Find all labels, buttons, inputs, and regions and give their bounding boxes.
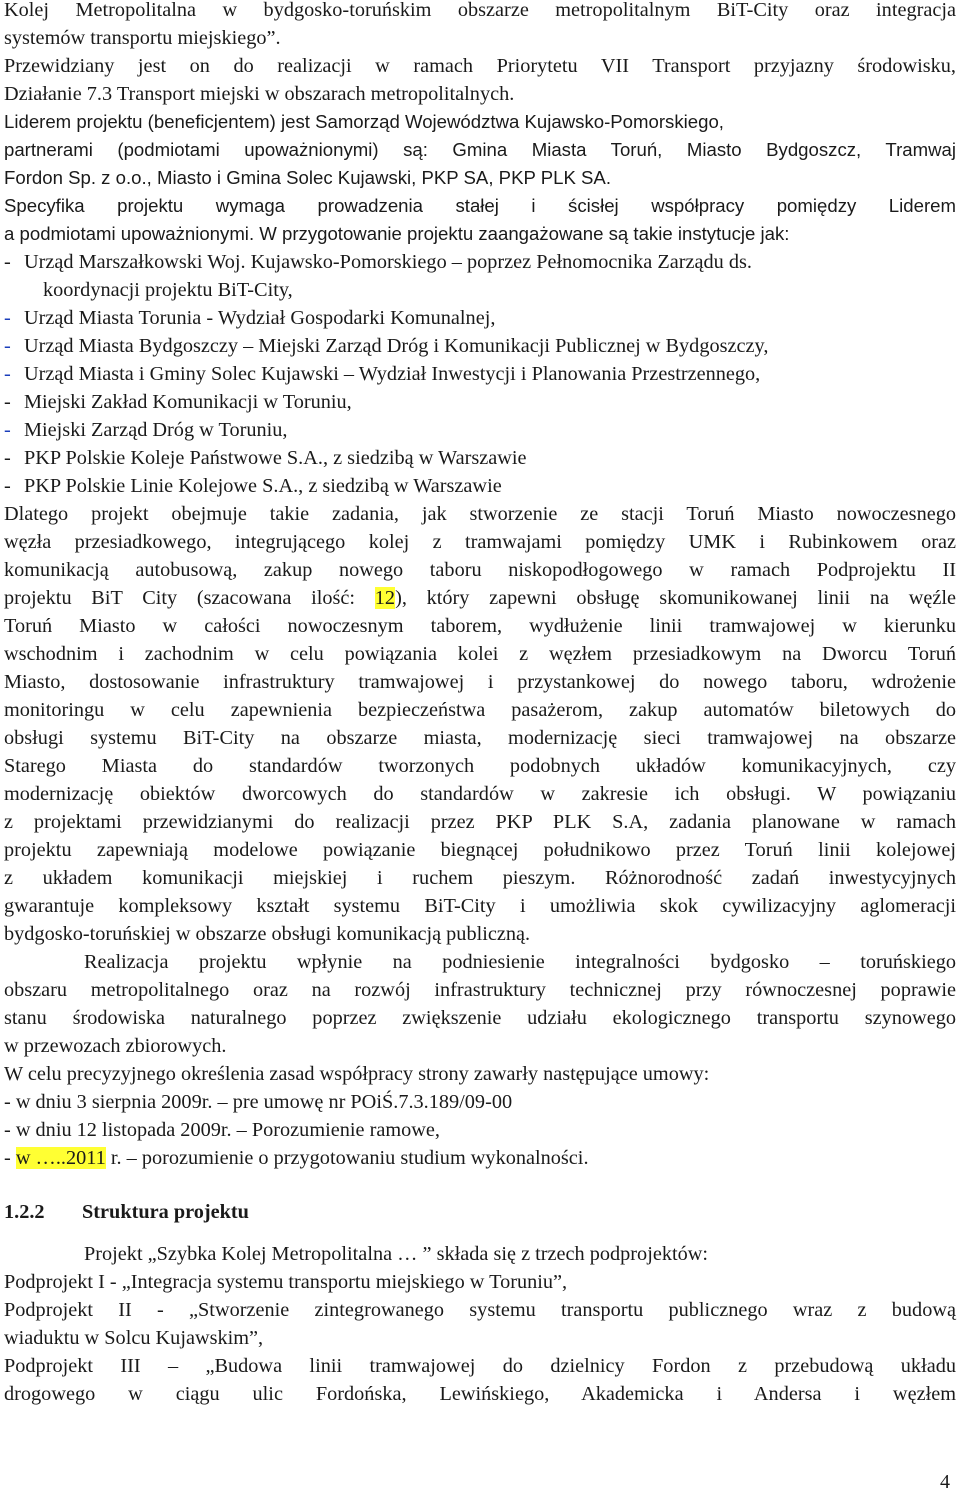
text-line: W celu precyzyjnego określenia zasad współpracy strony zawarły następujące umowy: — [4, 1063, 710, 1085]
text-line: koordynacji projektu BiT-City, — [43, 279, 293, 301]
text-line: Podprojekt I - „Integracja systemu transportu miejskiego w Toruniu”, — [4, 1271, 568, 1293]
list-item — [4, 304, 956, 332]
text-line: obsługi systemu BiT-City na obszarze miasta, modernizację sieci tramwajowej na obszarze — [4, 727, 956, 749]
text-line: Działanie 7.3 Transport miejski w obszarach metropolitalnych. — [4, 83, 515, 105]
text-line: Liderem projektu (beneficjentem) jest Samorząd Województwa Kujawsko-Pomorskiego, — [4, 111, 724, 132]
list-item-text: PKP Polskie Koleje Państwowe S.A., z siedzibą w Warszawie — [24, 447, 527, 469]
list-dash: - — [4, 391, 11, 413]
list-dash: - — [4, 475, 11, 497]
text-line: gwarantuje kompleksowy kształt systemu BiT-City i umożliwia skok cywilizacyjny aglomeracji — [4, 895, 956, 917]
text-line: Toruń Miasto w całości nowoczesnym taborem, wydłużenie linii tramwajowej w kierunku — [4, 615, 956, 637]
text-segment: ), który zapewni obsługę skomunikowanej linii na węźle — [395, 587, 956, 609]
list-item — [4, 248, 956, 276]
text-line: komunikacją autobusową, zakup nowego taboru niskopodłogowego w ramach Podprojektu II — [4, 559, 956, 581]
text-line: modernizację obiektów dworcowych do standardów w zakresie ich obsługi. W powiązaniu — [4, 783, 956, 805]
list-item — [4, 416, 956, 444]
list-dash: - — [4, 363, 11, 385]
list-dash: - — [4, 419, 11, 441]
text-line: wschodnim i zachodnim w celu powiązania kolei z węzłem przesiadkowym na Dworcu Toruń — [4, 643, 956, 665]
list-item-text: Urząd Marszałkowski Woj. Kujawsko-Pomorskiego – poprzez Pełnomocnika Zarządu ds. — [24, 251, 752, 273]
text-line: w przewozach zbiorowych. — [4, 1035, 227, 1057]
text-line: Dlatego projekt obejmuje takie zadania, jak stworzenie ze stacji Toruń Miasto nowoczesnego — [4, 503, 956, 525]
list-dash: - — [4, 251, 11, 273]
text-line: Podprojekt III – „Budowa linii tramwajowej do dzielnicy Fordon z przebudową układu — [4, 1355, 956, 1377]
text-line: projektu zapewniają modelowe powiązanie biegnącej południkowo przez Toruń linii kolejowej — [4, 839, 956, 861]
text-segment: projektu BiT City (szacowana ilość: — [4, 587, 375, 609]
text-line: Fordon Sp. z o.o., Miasto i Gmina Solec Kujawski, PKP SA, PKP PLK SA. — [4, 167, 611, 188]
list-item-text: Urząd Miasta i Gminy Solec Kujawski – Wydział Inwestycji i Planowania Przestrzennego, — [24, 363, 761, 385]
text-line — [4, 584, 956, 612]
text-line: Starego Miasta do standardów tworzonych podobnych układów komunikacyjnych, czy — [4, 755, 956, 777]
list-item-text: PKP Polskie Linie Kolejowe S.A., z siedzibą w Warszawie — [24, 475, 502, 497]
text-line: z projektami przewidzianymi do realizacji przez PKP PLK S.A, zadania planowane w ramach — [4, 811, 956, 833]
text-line: Przewidziany jest on do realizacji w ramach Priorytetu VII Transport przyjazny środowisku, — [4, 55, 956, 77]
highlighted-value: 12 — [374, 587, 396, 609]
list-item — [4, 332, 956, 360]
text-line: Realizacja projektu wpłynie na podniesienie integralności bydgosko – toruńskiego — [84, 951, 956, 973]
text-line: stanu środowiska naturalnego poprzez zwiększenie udziału ekologicznego transportu szynowego — [4, 1007, 956, 1029]
list-item-text: Miejski Zarząd Dróg w Toruniu, — [24, 419, 288, 441]
list-item — [4, 360, 956, 388]
list-item — [4, 388, 956, 416]
text-line: - w dniu 12 listopada 2009r. – Porozumienie ramowe, — [4, 1119, 440, 1141]
text-line: Specyfika projektu wymaga prowadzenia stałej i ścisłej współpracy pomiędzy Liderem — [4, 195, 956, 216]
text-line: Podprojekt II - „Stworzenie zintegrowanego systemu transportu publicznego wraz z budową — [4, 1299, 956, 1321]
text-segment: r. – porozumienie o przygotowaniu studium wykonalności. — [105, 1147, 589, 1169]
list-item-text: Miejski Zakład Komunikacji w Toruniu, — [24, 391, 352, 413]
text-line: - w dniu 3 sierpnia 2009r. – pre umowę nr POiŚ.7.3.189/09-00 — [4, 1091, 513, 1113]
text-line: partnerami (podmiotami upoważnionymi) są: Gmina Miasta Toruń, Miasto Bydgoszcz, Tramwaj — [4, 139, 956, 160]
text-line: Miasto, dostosowanie infrastruktury tramwajowej i przystankowej do nowego taboru, wdrożenie — [4, 671, 956, 693]
text-line: drogowego w ciągu ulic Fordońska, Lewińskiego, Akademicka i Andersa i węzłem — [4, 1383, 956, 1405]
text-line: obszaru metropolitalnego oraz na rozwój infrastruktury technicznej przy równoczesnej poprawie — [4, 979, 956, 1001]
page-number: 4 — [940, 1471, 950, 1493]
list-dash: - — [4, 307, 11, 329]
text-line: Kolej Metropolitalna w bydgosko-toruńskim obszarze metropolitalnym BiT-City oraz integracja — [4, 0, 956, 21]
list-dash: - — [4, 447, 11, 469]
text-line: Projekt „Szybka Kolej Metropolitalna … ” składa się z trzech podprojektów: — [84, 1243, 709, 1265]
text-line: węzła przesiadkowego, integrującego kolej z tramwajami pomiędzy UMK i Rubinkowem oraz — [4, 531, 956, 553]
list-item-text: Urząd Miasta Torunia - Wydział Gospodarki Komunalnej, — [24, 307, 496, 329]
list-dash: - — [4, 335, 11, 357]
highlighted-date: w …..2011 — [15, 1147, 106, 1169]
list-item-text: Urząd Miasta Bydgoszczy – Miejski Zarząd Dróg i Komunikacji Publicznej w Bydgoszczy, — [24, 335, 769, 357]
text-line — [4, 1144, 956, 1172]
text-line: wiaduktu w Solcu Kujawskim”, — [4, 1327, 264, 1349]
text-line: monitoringu w celu zapewnienia bezpieczeństwa pasażerom, zakup automatów biletowych do — [4, 699, 956, 721]
text-line: bydgosko-toruńskiej w obszarze obsługi komunikacją publiczną. — [4, 923, 531, 945]
text-line: systemów transportu miejskiego”. — [4, 27, 281, 49]
section-heading — [4, 1198, 956, 1226]
section-title: Struktura projektu — [82, 1201, 249, 1223]
text-line: a podmiotami upoważnionymi. W przygotowanie projektu zaangażowane są takie instytucje jak: — [4, 223, 790, 244]
list-item — [4, 472, 956, 500]
text-segment: - — [4, 1147, 16, 1169]
section-number: 1.2.2 — [4, 1201, 45, 1223]
list-item — [4, 444, 956, 472]
text-line: z układem komunikacji miejskiej i ruchem pieszym. Różnorodność zadań inwestycyjnych — [4, 867, 956, 889]
